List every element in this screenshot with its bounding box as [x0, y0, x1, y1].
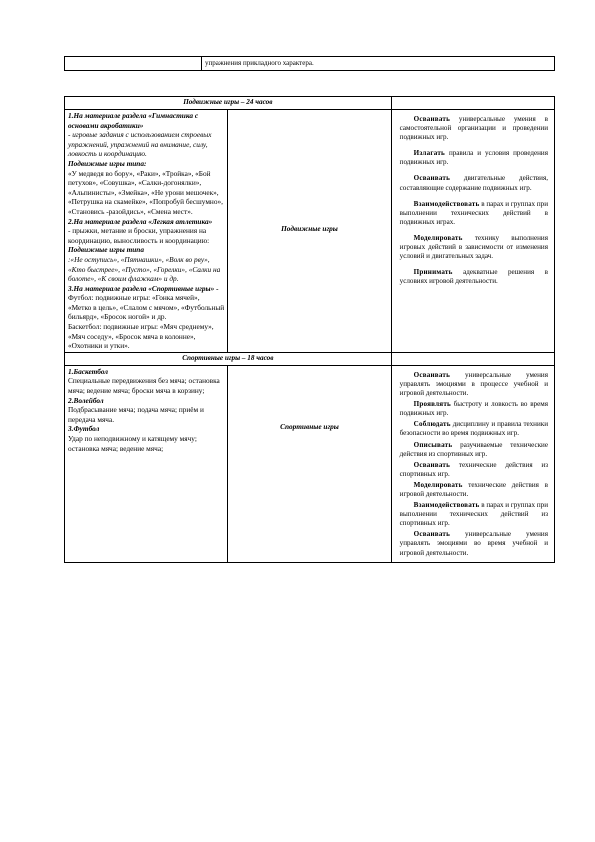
skill-verb: Излагать: [413, 149, 445, 158]
content-line: 2.Волейбол: [68, 395, 104, 405]
skill-text: двигательные действия, составляющие содержание подвижных игр.: [399, 174, 548, 192]
content-line: Специальные передвижения без мяча; остановка мяча; ведение мяча; броски мяча в корзину;: [68, 376, 220, 396]
content-line: - игровые задания с использованием строевых упражнений, упражнений на внимание, силу, ловкость и координацию.: [68, 130, 212, 159]
skill-item: [400, 234, 548, 261]
curriculum-table: [64, 96, 555, 563]
table-row: [65, 110, 555, 353]
skill-item: [400, 200, 548, 227]
skill-text: технику выполнения игровых действий в зависимости от изменения условий и двигательных задач.: [399, 233, 548, 261]
skill-text: адекватные решения в условиях игровой деятельности.: [399, 268, 548, 286]
skill-verb: Взаимодействовать: [413, 501, 480, 510]
section-title-blank: [391, 97, 554, 110]
skill-verb: Осваивать: [413, 460, 451, 469]
table-row: [65, 365, 555, 562]
skill-item: [400, 441, 548, 459]
empty-cell: [65, 57, 202, 71]
skill-text: разучиваемые технические действия из спортивных игр.: [399, 440, 548, 458]
skill-text: универсальные умения в самостоятельной организации и проведении подвижных игр.: [399, 115, 548, 142]
skill-verb: Осваивать: [413, 174, 451, 183]
skill-verb: Проявлять: [413, 400, 451, 409]
skill-verb: Моделировать: [413, 480, 463, 489]
skill-item: [400, 174, 548, 192]
skill-verb: Моделировать: [413, 233, 463, 242]
skill-item: [400, 481, 548, 499]
section-title-blank: [391, 352, 554, 365]
skill-text: универсальные умения управлять эмоциями в процессе учебной и игровой деятельности.: [399, 370, 548, 398]
skill-item: [400, 461, 548, 479]
skill-text: дисциплину и правила техники безопасности во время подвижных игр.: [399, 420, 548, 438]
skills-cell: [391, 110, 554, 353]
content-line: Баскетбол: подвижные игры: «Мяч среднему», «Мяч соседу», «Бросок мяча в колонне», «Охотники и утки».: [68, 322, 214, 351]
skill-text: быстроту и ловкость во время подвижных игр.: [399, 400, 548, 418]
content-line: 3.На материале раздела «Спортивные игры» -: [68, 283, 219, 293]
skill-text: в парах и группах при выполнении технических действий в подвижных играх.: [399, 199, 548, 226]
skill-verb: Принимать: [413, 268, 453, 277]
content-line: :«Не оступись», «Пятнашки», «Волк во рву», «Кто быстрее», «Пусто», «Горелки», «Салки на болоте», «К своим флажкам» и др.: [68, 254, 221, 284]
skill-item: [400, 371, 548, 398]
content-line: 2.На материале раздела «Легкая атлетика»: [68, 216, 213, 226]
skill-verb: Осваивать: [413, 530, 451, 539]
content-line: 1.На материале раздела «Гимнастика с основами акробатики»: [68, 111, 199, 130]
skill-text: правила и условия проведения подвижных игр.: [399, 149, 548, 167]
skill-item: [400, 149, 548, 167]
skill-text: универсальные умения управлять эмоциями во время учебной и игровой деятельности.: [399, 530, 548, 557]
section-header-row: [65, 352, 555, 365]
skill-item: [400, 501, 548, 528]
content-line: Футбол: подвижные игры: «Гонка мячей», «Метко в цель», «Слалом с мячом», «Футбольный бильярд», «Бросок ногой» и др.: [68, 293, 225, 322]
activity-cell: Спортивные игры: [228, 365, 391, 562]
content-line: «У медведя во бору», «Раки», «Тройка», «Бой петухов», «Совушка», «Салки-догонялки», «Альпинисты», «Змейка», «Не урони мешочек», «Петрушка на скамейке», «Попробуй бесшумно», «Становись -разойдись», «Смена мест».: [68, 168, 223, 216]
content-line: 1.Баскетбол: [68, 366, 109, 376]
content-line: - прыжки, метание и броски, упражнения на координацию, выносливость и координацию:: [68, 226, 210, 245]
skills-cell: [391, 365, 554, 562]
skill-item: [400, 115, 548, 142]
section-title: Спортивные игры – 18 часов: [65, 352, 392, 365]
skill-text: технические действия из спортивных игр.: [399, 460, 548, 478]
skill-item: [400, 420, 548, 438]
skill-verb: Взаимодействовать: [413, 199, 480, 208]
skill-verb: Осваивать: [413, 370, 451, 379]
skill-item: [400, 268, 548, 286]
skill-text: технические действия в игровой деятельности.: [399, 480, 548, 498]
content-line: 3.Футбол: [68, 424, 100, 434]
content-line: Подвижные игры типа:: [68, 158, 147, 168]
content-line: Удар по неподвижному и катящему мячу; остановка мяча; ведение мяча;: [68, 434, 197, 453]
section-header-row: [65, 97, 555, 110]
skill-text: в парах и группах при выполнении технических действий из спортивных игр.: [399, 501, 548, 528]
skill-verb: Описывать: [413, 440, 453, 449]
continuation-text: упражнения прикладного характера.: [202, 57, 555, 71]
table-row: [65, 57, 555, 71]
content-line: Подвижные игры типа: [68, 245, 145, 255]
content-cell: [65, 365, 228, 562]
continuation-table: [64, 56, 555, 71]
skill-verb: Соблюдать: [413, 420, 451, 429]
content-line: Подбрасывание мяча; подача мяча; приём и передача мяча.: [68, 405, 204, 424]
skill-verb: Осваивать: [413, 115, 451, 123]
section-title: Подвижные игры – 24 часов: [65, 97, 392, 110]
activity-cell: Подвижные игры: [228, 110, 391, 353]
skill-item: [400, 530, 548, 557]
content-cell: [65, 110, 228, 353]
skill-item: [400, 400, 548, 418]
